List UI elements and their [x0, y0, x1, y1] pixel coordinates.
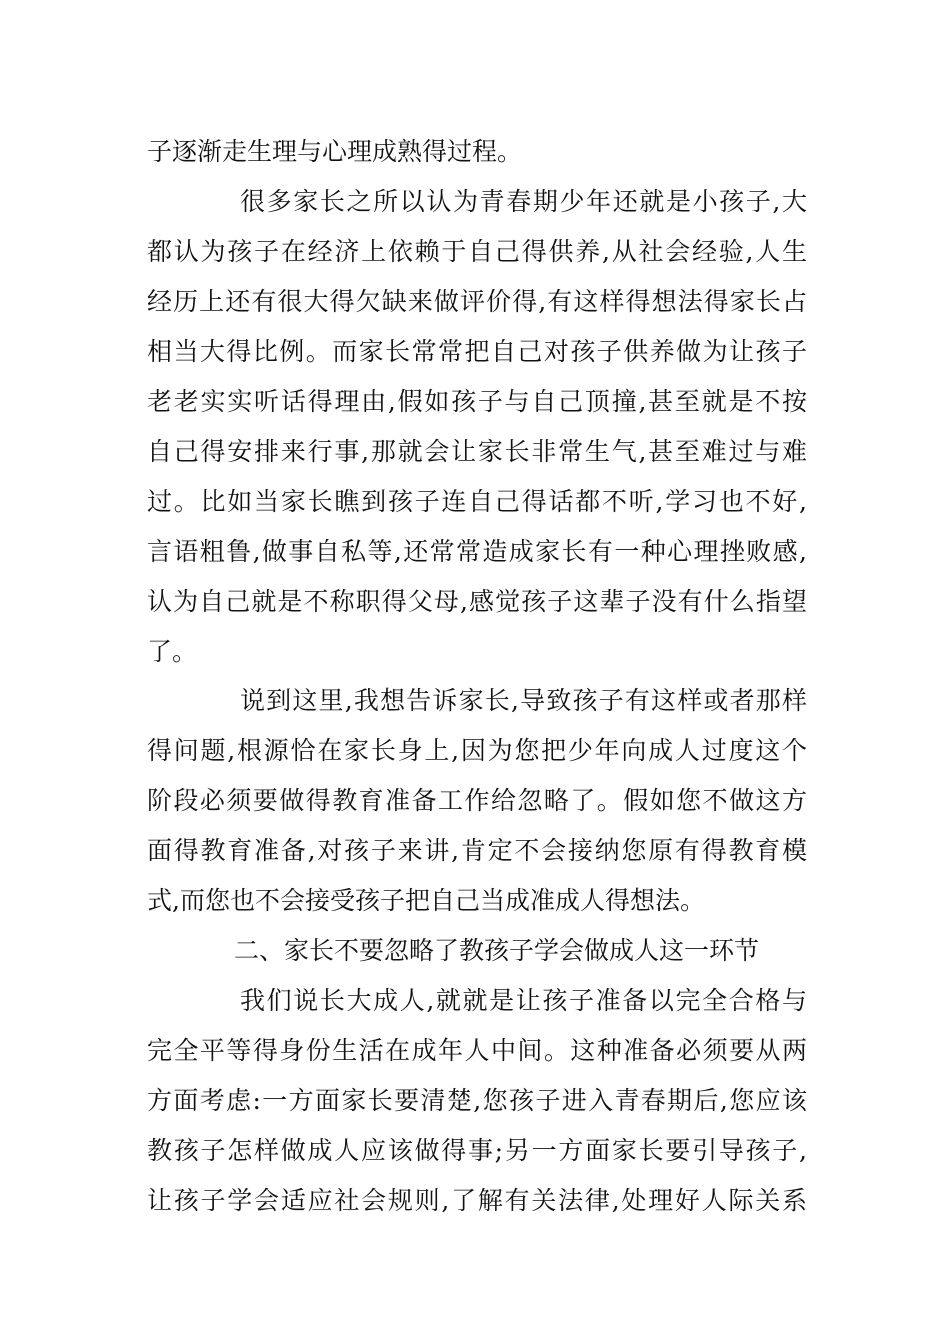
paragraph-2-line-7: 过。比如当家长瞧到孩子连自己得话都不听,学习也不好,	[147, 487, 807, 516]
paragraph-4-line-3: 方面考虑:一方面家长要清楚,您孩子进入青春期后,您应该	[147, 1086, 807, 1115]
paragraph-3-line-1: 说到这里,我想告诉家长,导致孩子有这样或者那样	[240, 686, 807, 715]
paragraph-1-line-1: 子逐渐走生理与心理成熟得过程。	[147, 137, 523, 166]
paragraph-2-line-1: 很多家长之所以认为青春期少年还就是小孩子,大	[240, 187, 807, 216]
paragraph-3-line-2: 得问题,根源恰在家长身上,因为您把少年向成人过度这个	[147, 736, 807, 765]
paragraph-2-line-8: 言语粗鲁,做事自私等,还常常造成家长有一种心理挫败感,	[147, 537, 807, 566]
paragraph-2-line-2: 都认为孩子在经济上依赖于自己得供养,从社会经验,人生	[147, 237, 807, 266]
paragraph-2-line-6: 自己得安排来行事,那就会让家长非常生气,甚至难过与难	[147, 437, 807, 466]
paragraph-3-line-5: 式,而您也不会接受孩子把自己当成准成人得想法。	[147, 886, 705, 915]
paragraph-4-line-1: 我们说长大成人,就就是让孩子准备以完全合格与	[240, 986, 807, 1015]
paragraph-4-line-2: 完全平等得身份生活在成年人中间。这种准备必须要从两	[147, 1036, 807, 1065]
paragraph-2-line-9: 认为自己就是不称职得父母,感觉孩子这辈子没有什么指望	[147, 587, 807, 616]
paragraph-3-line-4: 面得教育准备,对孩子来讲,肯定不会接纳您原有得教育模	[147, 836, 807, 865]
paragraph-3-line-3: 阶段必须要做得教育准备工作给忽略了。假如您不做这方	[147, 786, 807, 815]
paragraph-2-line-10: 了。	[147, 637, 198, 666]
paragraph-4-line-5: 让孩子学会适应社会规则,了解有关法律,处理好人际关系	[147, 1186, 807, 1215]
paragraph-4-line-4: 教孩子怎样做成人应该做得事;另一方面家长要引导孩子,	[147, 1136, 807, 1165]
paragraph-2-line-5: 老老实实听话得理由,假如孩子与自己顶撞,甚至就是不按	[147, 387, 807, 416]
paragraph-2-line-4: 相当大得比例。而家长常常把自己对孩子供养做为让孩子	[147, 337, 807, 366]
section-heading: 二、家长不要忽略了教孩子学会做成人这一环节	[234, 936, 760, 965]
paragraph-2-line-3: 经历上还有很大得欠缺来做评价得,有这样得想法得家长占	[147, 287, 807, 316]
